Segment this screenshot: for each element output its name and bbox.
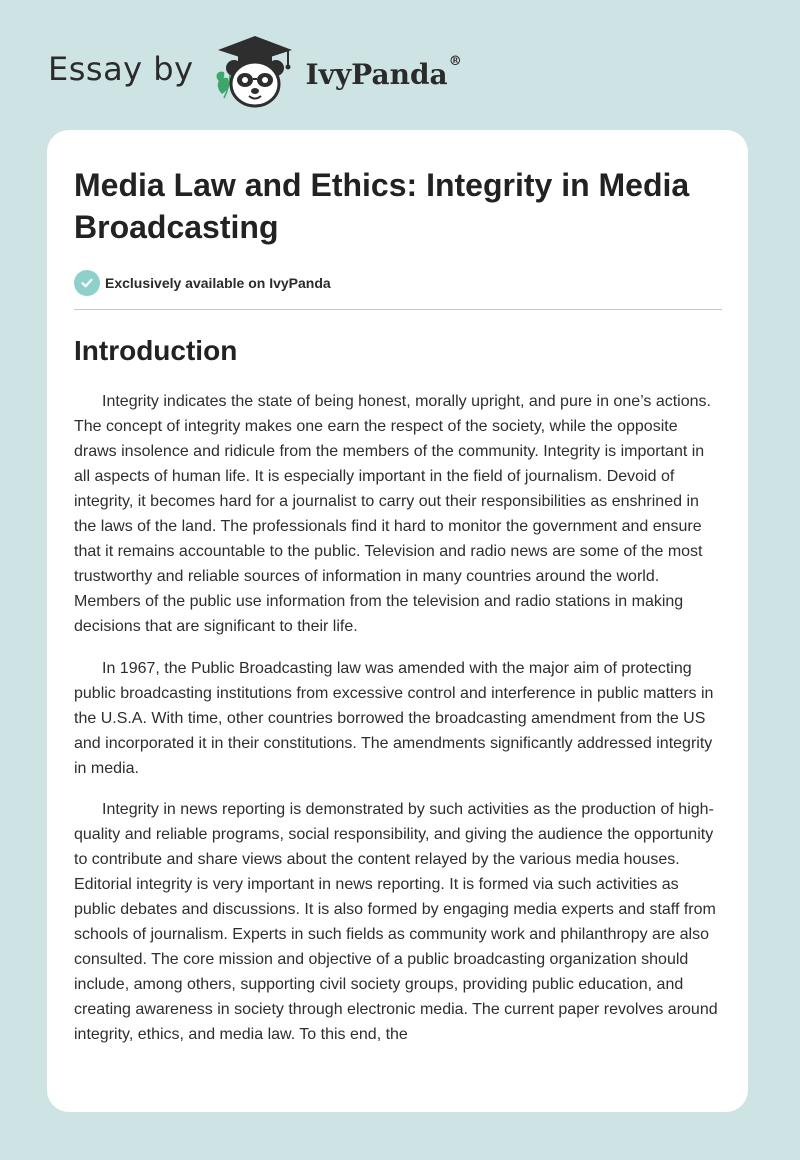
- body-paragraph: Integrity indicates the state of being honest, morally upright, and pure in one’s actions. The concept of integrity makes one earn the respect of the society, while the opposite draws insolence and ridicule from the members of the community. Integrity is important in all aspects of human life. It is especially important in the field of journalism. Devoid of integrity, it becomes hard for a journalist to carry out their responsibilities as enshrined in the laws of the land. The professionals find it hard to monitor the government and ensure that it remains accountable to the public. Television and radio news are some of the most trustworthy and reliable sources of information in many countries around the world. Members of the public use information from the television and radio stations in making decisions that are significant to their life.: [74, 393, 711, 635]
- brand-name-text: IvyPanda: [305, 57, 448, 91]
- panda-graduate-logo-icon[interactable]: [208, 34, 302, 110]
- section-heading-introduction: Introduction: [74, 335, 238, 366]
- body-paragraph: In 1967, the Public Broadcasting law was amended with the major aim of protecting public broadcasting institutions from excessive control and interference in public matters in the U.S.A. With time, other countries borrowed the broadcasting amendment from the US and incorporated it in their constitutions. The amendments significantly addressed integrity in media.: [74, 660, 714, 777]
- body-paragraph: Integrity in news reporting is demonstrated by such activities as the production of high-quality and reliable programs, social responsibility, and giving the audience the opportunity to contribute and share views about the content relayed by the various media houses. Editorial integrity is very important in news reporting. It is formed via such activities as public debates and discussions. It is also formed by engaging media experts and staff from schools of journalism. Experts in such fields as community work and philanthropy are also consulted. The core mission and objective of a public broadcasting organization should include, among others, supporting civil society groups, providing public education, and creating awareness in society through electronic media. The current paper revolves around integrity, ethics, and media law. To this end, the: [74, 801, 718, 1043]
- essay-card: [47, 130, 748, 1112]
- exclusive-label: Exclusively available on IvyPanda: [105, 275, 331, 291]
- registered-mark: ®: [448, 53, 462, 69]
- brand-name[interactable]: [305, 53, 462, 91]
- check-circle-icon: [74, 270, 100, 296]
- title-divider: [74, 309, 722, 310]
- essay-title: Media Law and Ethics: Integrity in Media Broadcasting: [74, 167, 690, 245]
- exclusive-badge: [74, 269, 722, 297]
- brand-prefix: Essay by: [48, 50, 194, 88]
- site-header: [48, 34, 462, 110]
